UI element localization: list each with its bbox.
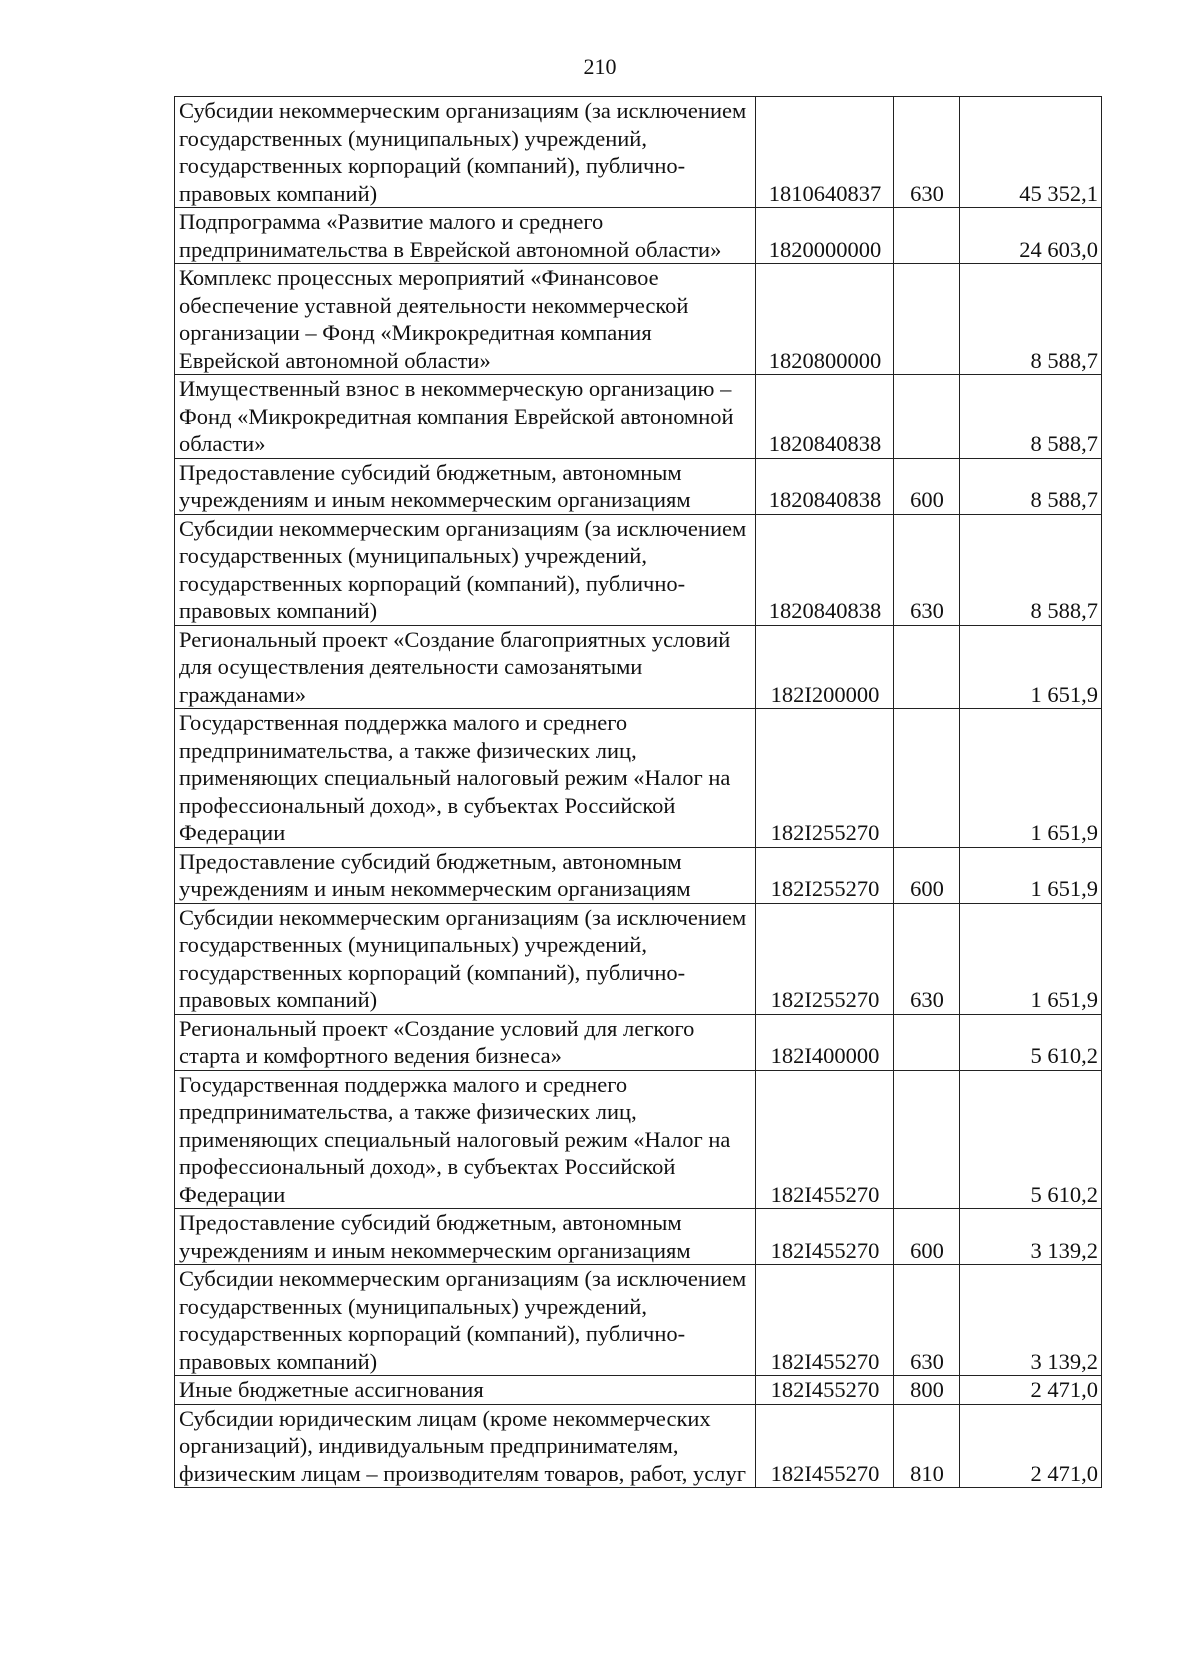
table-row [175,375,1102,459]
expense-type-cell: 810 [894,1404,960,1488]
expense-name-cell: Субсидии юридическим лицам (кроме некоммерческих организаций), индивидуальным предпринимателям, физическим лицам – производителям товаров, работ, услуг [175,1404,756,1488]
expense-name-cell: Государственная поддержка малого и среднего предпринимательства, а также физических лиц, применяющих специальный налоговый режим «Налог на профессиональный доход», в субъектах Российской Федерации [175,709,756,848]
target-article-code-cell: 1820800000 [756,264,894,375]
table-row [175,97,1102,208]
target-article-code-cell: 182I200000 [756,625,894,709]
table-row [175,709,1102,848]
expense-name-cell: Подпрограмма «Развитие малого и среднего предпринимательства в Еврейской автономной области» [175,208,756,264]
expense-type-cell: 600 [894,847,960,903]
amount-cell: 1 651,9 [960,847,1102,903]
expense-type-cell: 630 [894,514,960,625]
expense-name-cell: Предоставление субсидий бюджетным, автономным учреждениям и иным некоммерческим организациям [175,847,756,903]
target-article-code-cell: 1820840838 [756,375,894,459]
amount-cell: 8 588,7 [960,264,1102,375]
table-row [175,625,1102,709]
target-article-code-cell: 182I455270 [756,1404,894,1488]
expense-type-cell: 630 [894,903,960,1014]
table-row [175,1404,1102,1488]
target-article-code-cell: 1820840838 [756,458,894,514]
amount-cell: 8 588,7 [960,458,1102,514]
amount-cell: 45 352,1 [960,97,1102,208]
expense-name-cell: Комплекс процессных мероприятий «Финансовое обеспечение уставной деятельности некоммерческой организации – Фонд «Микрокредитная компания Еврейской автономной области» [175,264,756,375]
expense-type-cell [894,1014,960,1070]
table-row [175,458,1102,514]
target-article-code-cell: 182I455270 [756,1070,894,1209]
expense-name-cell: Иные бюджетные ассигнования [175,1376,756,1405]
table-row [175,847,1102,903]
table-row [175,514,1102,625]
expense-type-cell: 800 [894,1376,960,1405]
expense-type-cell [894,625,960,709]
expense-name-cell: Субсидии некоммерческим организациям (за исключением государственных (муниципальных) учреждений, государственных корпораций (компаний), публично-правовых компаний) [175,903,756,1014]
table-row [175,1014,1102,1070]
expense-type-cell: 630 [894,1265,960,1376]
amount-cell: 8 588,7 [960,375,1102,459]
expense-name-cell: Имущественный взнос в некоммерческую организацию – Фонд «Микрокредитная компания Еврейской автономной области» [175,375,756,459]
target-article-code-cell: 1820840838 [756,514,894,625]
expense-type-cell: 630 [894,97,960,208]
expense-name-cell: Субсидии некоммерческим организациям (за исключением государственных (муниципальных) учреждений, государственных корпораций (компаний), публично-правовых компаний) [175,514,756,625]
amount-cell: 2 471,0 [960,1404,1102,1488]
expense-type-cell [894,375,960,459]
expense-name-cell: Предоставление субсидий бюджетным, автономным учреждениям и иным некоммерческим организациям [175,458,756,514]
table-row [175,1070,1102,1209]
table-row [175,1209,1102,1265]
table-row [175,903,1102,1014]
amount-cell: 5 610,2 [960,1014,1102,1070]
expense-type-cell [894,264,960,375]
table-row [175,1265,1102,1376]
amount-cell: 24 603,0 [960,208,1102,264]
amount-cell: 1 651,9 [960,709,1102,848]
table-row [175,264,1102,375]
expense-type-cell [894,1070,960,1209]
target-article-code-cell: 182I455270 [756,1376,894,1405]
expense-name-cell: Предоставление субсидий бюджетным, автономным учреждениям и иным некоммерческим организациям [175,1209,756,1265]
expense-type-cell [894,709,960,848]
budget-table [174,96,1102,1488]
expense-type-cell [894,208,960,264]
target-article-code-cell: 182I255270 [756,903,894,1014]
target-article-code-cell: 182I455270 [756,1209,894,1265]
amount-cell: 8 588,7 [960,514,1102,625]
amount-cell: 2 471,0 [960,1376,1102,1405]
expense-name-cell: Субсидии некоммерческим организациям (за исключением государственных (муниципальных) учреждений, государственных корпораций (компаний), публично-правовых компаний) [175,1265,756,1376]
amount-cell: 3 139,2 [960,1209,1102,1265]
target-article-code-cell: 182I255270 [756,847,894,903]
target-article-code-cell: 182I400000 [756,1014,894,1070]
amount-cell: 1 651,9 [960,625,1102,709]
budget-table-body [175,97,1102,1488]
table-row [175,208,1102,264]
table-row [175,1376,1102,1405]
amount-cell: 3 139,2 [960,1265,1102,1376]
amount-cell: 5 610,2 [960,1070,1102,1209]
expense-name-cell: Субсидии некоммерческим организациям (за исключением государственных (муниципальных) учреждений, государственных корпораций (компаний), публично-правовых компаний) [175,97,756,208]
expense-type-cell: 600 [894,458,960,514]
target-article-code-cell: 182I455270 [756,1265,894,1376]
target-article-code-cell: 1820000000 [756,208,894,264]
expense-type-cell: 600 [894,1209,960,1265]
expense-name-cell: Региональный проект «Создание условий для легкого старта и комфортного ведения бизнеса» [175,1014,756,1070]
target-article-code-cell: 1810640837 [756,97,894,208]
expense-name-cell: Региональный проект «Создание благоприятных условий для осуществления деятельности самозанятыми гражданами» [175,625,756,709]
page-number: 210 [583,54,617,79]
expense-name-cell: Государственная поддержка малого и среднего предпринимательства, а также физических лиц, применяющих специальный налоговый режим «Налог на профессиональный доход», в субъектах Российской Федерации [175,1070,756,1209]
target-article-code-cell: 182I255270 [756,709,894,848]
amount-cell: 1 651,9 [960,903,1102,1014]
